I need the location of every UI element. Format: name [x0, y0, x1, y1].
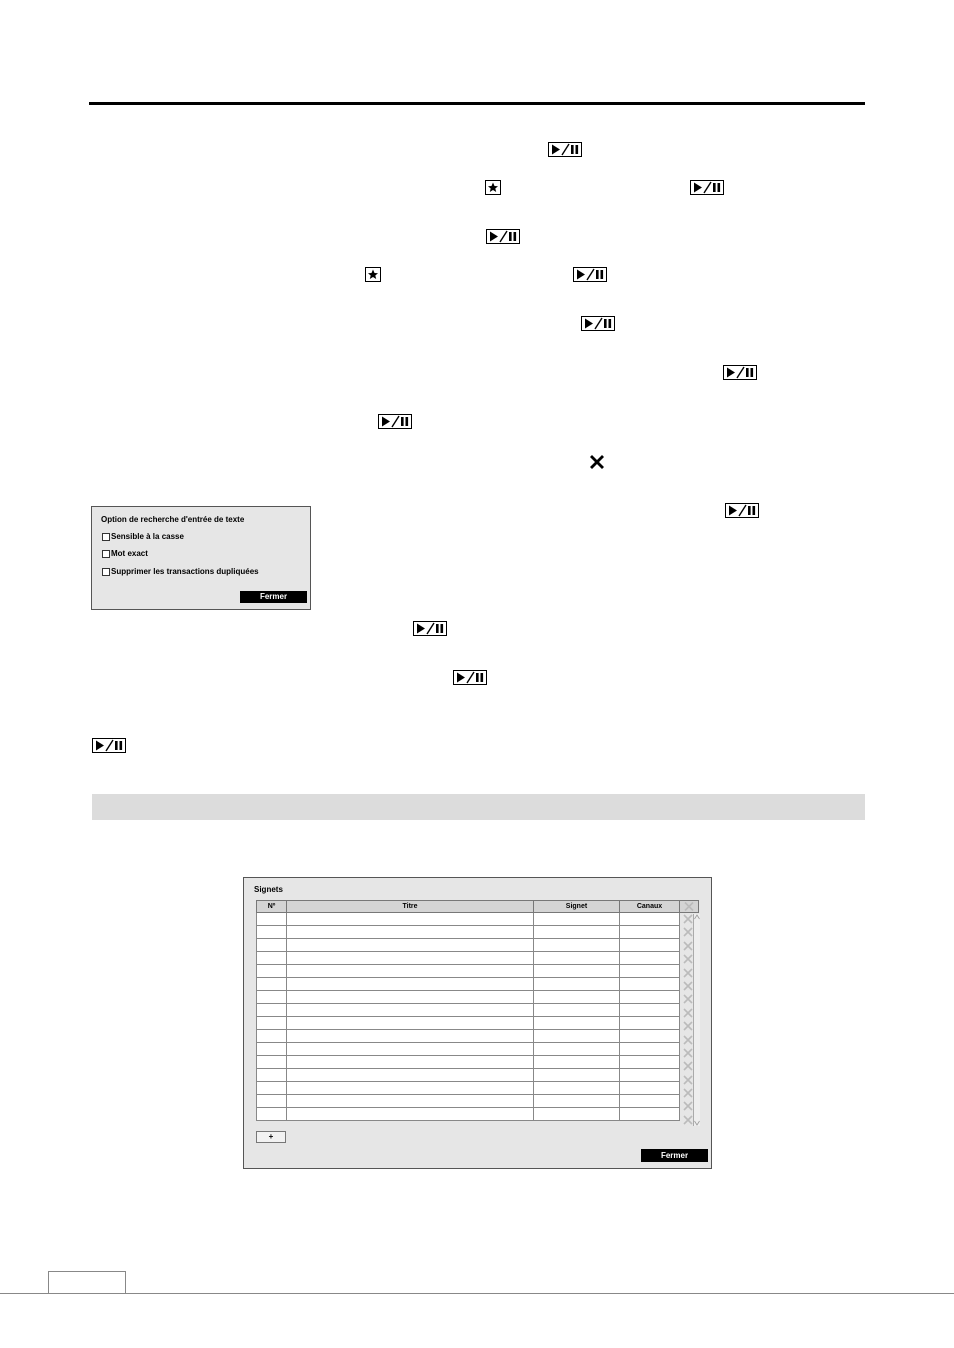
- table-cell: [534, 913, 620, 926]
- table-cell: [534, 978, 620, 991]
- table-cell: [534, 926, 620, 939]
- table-row[interactable]: [257, 978, 680, 991]
- table-row[interactable]: [257, 1056, 680, 1069]
- option-case-sensitive[interactable]: [102, 532, 184, 541]
- table-row[interactable]: [257, 1030, 680, 1043]
- table-cell: [287, 1082, 534, 1095]
- table-cell: [257, 1004, 287, 1017]
- table-cell: [620, 978, 680, 991]
- table-cell: [620, 1082, 680, 1095]
- table-cell: [257, 978, 287, 991]
- table-cell: [620, 939, 680, 952]
- table-cell: [620, 1056, 680, 1069]
- table-cell: [534, 1082, 620, 1095]
- add-bookmark-button[interactable]: +: [256, 1131, 286, 1143]
- table-row[interactable]: [257, 991, 680, 1004]
- play-pause-icon: [573, 267, 607, 282]
- table-row[interactable]: [257, 1043, 680, 1056]
- checkbox[interactable]: [102, 533, 110, 541]
- section-heading-bar: [92, 794, 865, 820]
- table-cell: [257, 1017, 287, 1030]
- table-cell: [287, 1043, 534, 1056]
- table-cell: [287, 1095, 534, 1108]
- table-cell: [287, 991, 534, 1004]
- table-row[interactable]: [257, 952, 680, 965]
- table-row[interactable]: [257, 926, 680, 939]
- option-label: Mot exact: [111, 549, 148, 558]
- bookmark-star-icon: [365, 267, 381, 282]
- table-cell: [257, 952, 287, 965]
- column-header-number: Nº: [257, 901, 287, 913]
- table-cell: [534, 1043, 620, 1056]
- table-cell: [257, 1043, 287, 1056]
- table-cell: [287, 1030, 534, 1043]
- table-cell: [287, 965, 534, 978]
- play-pause-icon: [378, 414, 412, 429]
- dialog-title: Option de recherche d'entrée de texte: [101, 515, 245, 524]
- option-exact-word[interactable]: [102, 549, 148, 558]
- table-cell: [534, 952, 620, 965]
- table-cell: [620, 1043, 680, 1056]
- table-cell: [534, 1056, 620, 1069]
- option-label: Sensible à la casse: [111, 532, 184, 541]
- delete-x-icon: [680, 901, 698, 912]
- table-cell: [620, 965, 680, 978]
- table-cell: [257, 1056, 287, 1069]
- table-cell: [257, 1069, 287, 1082]
- table-cell: [534, 939, 620, 952]
- delete-x-icon: [588, 453, 606, 471]
- table-cell: [620, 1108, 680, 1121]
- play-pause-icon: [723, 365, 757, 380]
- table-cell: [620, 991, 680, 1004]
- play-pause-icon: [725, 503, 759, 518]
- table-cell: [620, 952, 680, 965]
- close-button[interactable]: Fermer: [641, 1149, 708, 1162]
- scrollbar[interactable]: [693, 914, 700, 1126]
- table-cell: [534, 1017, 620, 1030]
- table-cell: [534, 965, 620, 978]
- scroll-up-icon[interactable]: [694, 914, 700, 920]
- table-row[interactable]: [257, 1095, 680, 1108]
- bookmarks-dialog: [243, 877, 712, 1169]
- table-cell: [620, 1017, 680, 1030]
- table-cell: [257, 991, 287, 1004]
- table-row[interactable]: [257, 939, 680, 952]
- play-pause-icon: [548, 142, 582, 157]
- option-remove-duplicates[interactable]: [102, 567, 259, 576]
- table-row[interactable]: [257, 1069, 680, 1082]
- table-cell: [287, 913, 534, 926]
- table-cell: [620, 913, 680, 926]
- table-row[interactable]: [257, 1004, 680, 1017]
- table-cell: [287, 1017, 534, 1030]
- table-cell: [287, 978, 534, 991]
- checkbox[interactable]: [102, 568, 110, 576]
- table-cell: [287, 1108, 534, 1121]
- table-row[interactable]: [257, 1082, 680, 1095]
- table-cell: [534, 1069, 620, 1082]
- table-cell: [620, 1030, 680, 1043]
- table-cell: [257, 1030, 287, 1043]
- play-pause-icon: [413, 621, 447, 636]
- table-cell: [620, 1069, 680, 1082]
- table-cell: [534, 1004, 620, 1017]
- table-row[interactable]: [257, 913, 680, 926]
- bookmarks-table: [256, 900, 680, 1121]
- bookmark-star-icon: [485, 180, 501, 195]
- page-number-tab: [48, 1271, 126, 1294]
- table-cell: [257, 939, 287, 952]
- table-cell: [534, 1095, 620, 1108]
- table-cell: [620, 926, 680, 939]
- column-header-title: Titre: [287, 901, 534, 913]
- table-cell: [287, 939, 534, 952]
- play-pause-icon: [486, 229, 520, 244]
- table-header: [257, 901, 680, 913]
- play-pause-icon: [581, 316, 615, 331]
- table-cell: [534, 991, 620, 1004]
- scroll-down-icon[interactable]: [694, 1120, 700, 1126]
- table-cell: [257, 913, 287, 926]
- table-cell: [287, 1056, 534, 1069]
- table-cell: [287, 926, 534, 939]
- table-cell: [257, 1082, 287, 1095]
- dialog-title: Signets: [254, 885, 283, 894]
- text-search-options-dialog: [91, 506, 311, 610]
- table-cell: [287, 1004, 534, 1017]
- play-pause-icon: [690, 180, 724, 195]
- table-cell: [620, 1004, 680, 1017]
- table-cell: [257, 1095, 287, 1108]
- delete-all-header[interactable]: [679, 900, 699, 913]
- footer-rule: [0, 1293, 954, 1294]
- checkbox[interactable]: [102, 550, 110, 558]
- header-rule: [89, 102, 865, 105]
- play-pause-icon: [453, 670, 487, 685]
- close-button[interactable]: Fermer: [240, 591, 307, 603]
- table-cell: [287, 952, 534, 965]
- column-header-bookmark: Signet: [534, 901, 620, 913]
- column-header-channels: Canaux: [620, 901, 680, 913]
- table-row[interactable]: [257, 1017, 680, 1030]
- table-cell: [287, 1069, 534, 1082]
- option-label: Supprimer les transactions dupliquées: [111, 567, 259, 576]
- play-pause-icon: [92, 738, 126, 753]
- table-row[interactable]: [257, 1108, 680, 1121]
- table-cell: [534, 1030, 620, 1043]
- table-cell: [257, 926, 287, 939]
- table-cell: [257, 965, 287, 978]
- table-cell: [257, 1108, 287, 1121]
- table-cell: [534, 1108, 620, 1121]
- table-cell: [620, 1095, 680, 1108]
- table-row[interactable]: [257, 965, 680, 978]
